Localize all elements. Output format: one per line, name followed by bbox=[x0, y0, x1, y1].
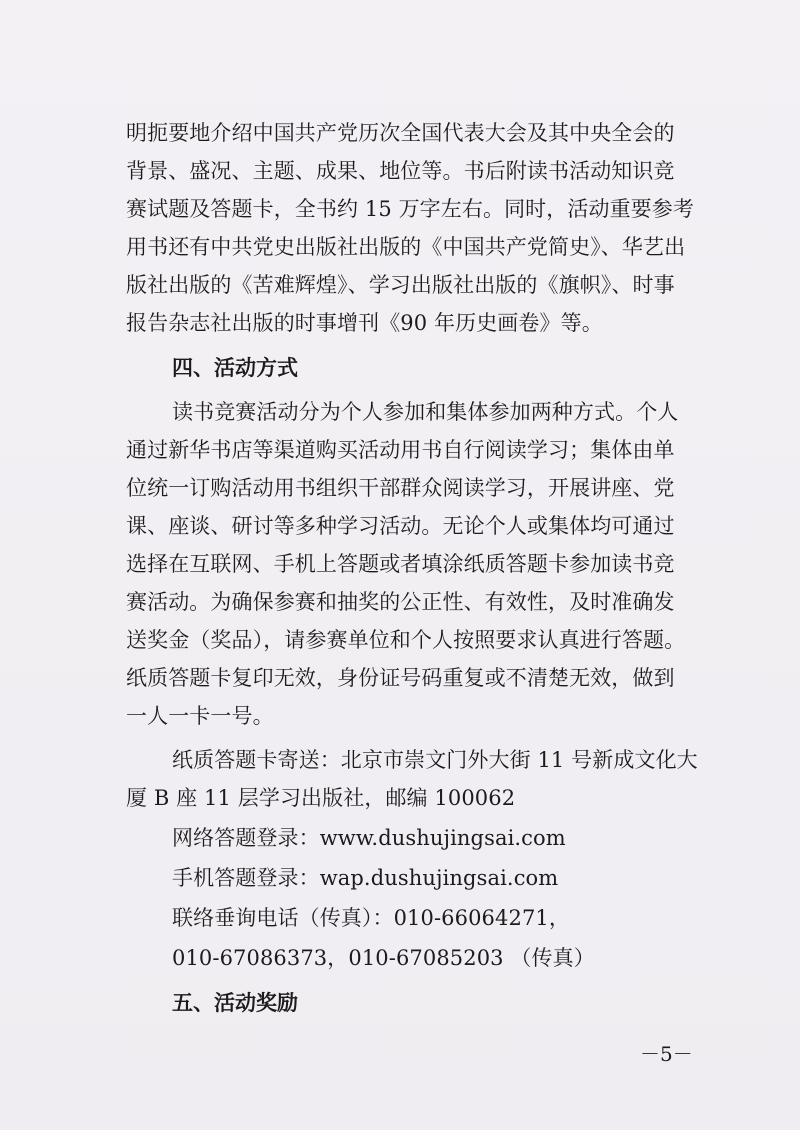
intro-line-3: 赛试题及答题卡，全书约 15 万字左右。同时，活动重要参考 bbox=[126, 197, 694, 221]
contact-phone-line-1: 联络垂询电话（传真）：010-66064271， bbox=[172, 906, 570, 930]
mail-address-line-1: 纸质答题卡寄送：北京市崇文门外大街 11 号新成文化大 bbox=[172, 748, 698, 772]
section-heading-activity-method: 四、活动方式 bbox=[172, 356, 298, 380]
mobile-answer-login: 手机答题登录：wap.dushujingsai.com bbox=[172, 866, 559, 890]
section4-line-1: 读书竞赛活动分为个人参加和集体参加两种方式。个人 bbox=[172, 400, 679, 424]
intro-line-5: 版社出版的《苦难辉煌》、学习出版社出版的《旗帜》、时事 bbox=[126, 273, 675, 297]
page-number: －5－ bbox=[640, 1042, 693, 1066]
section-heading-activity-rewards: 五、活动奖励 bbox=[172, 991, 298, 1015]
section4-line-2: 通过新华书店等渠道购买活动用书自行阅读学习；集体由单 bbox=[126, 438, 675, 462]
intro-line-4: 用书还有中共党史出版社出版的《中国共产党简史》、华艺出 bbox=[126, 235, 686, 259]
intro-line-1: 明扼要地介绍中国共产党历次全国代表大会及其中央全会的 bbox=[126, 121, 675, 145]
section4-line-4: 课、座谈、研讨等多种学习活动。无论个人或集体均可通过 bbox=[126, 514, 675, 538]
section4-line-5: 选择在互联网、手机上答题或者填涂纸质答题卡参加读书竞 bbox=[126, 552, 675, 576]
intro-line-6: 报告杂志社出版的时事增刊《90 年历史画卷》等。 bbox=[126, 311, 603, 335]
contact-phone-line-2: 010-67086373，010-67085203 （传真） bbox=[172, 946, 595, 970]
web-answer-login: 网络答题登录：www.dushujingsai.com bbox=[172, 826, 566, 850]
mail-address-line-2: 厦 B 座 11 层学习出版社，邮编 100062 bbox=[126, 786, 516, 810]
section4-line-8: 纸质答题卡复印无效，身份证号码重复或不清楚无效，做到 bbox=[126, 666, 675, 690]
section4-line-7: 送奖金（奖品），请参赛单位和个人按照要求认真进行答题。 bbox=[126, 628, 686, 652]
intro-line-2: 背景、盛况、主题、成果、地位等。书后附读书活动知识竞 bbox=[126, 159, 675, 183]
section4-line-6: 赛活动。为确保参赛和抽奖的公正性、有效性，及时准确发 bbox=[126, 590, 675, 614]
section4-line-9: 一人一卡一号。 bbox=[126, 704, 274, 728]
section4-line-3: 位统一订购活动用书组织干部群众阅读学习，开展讲座、党 bbox=[126, 476, 675, 500]
